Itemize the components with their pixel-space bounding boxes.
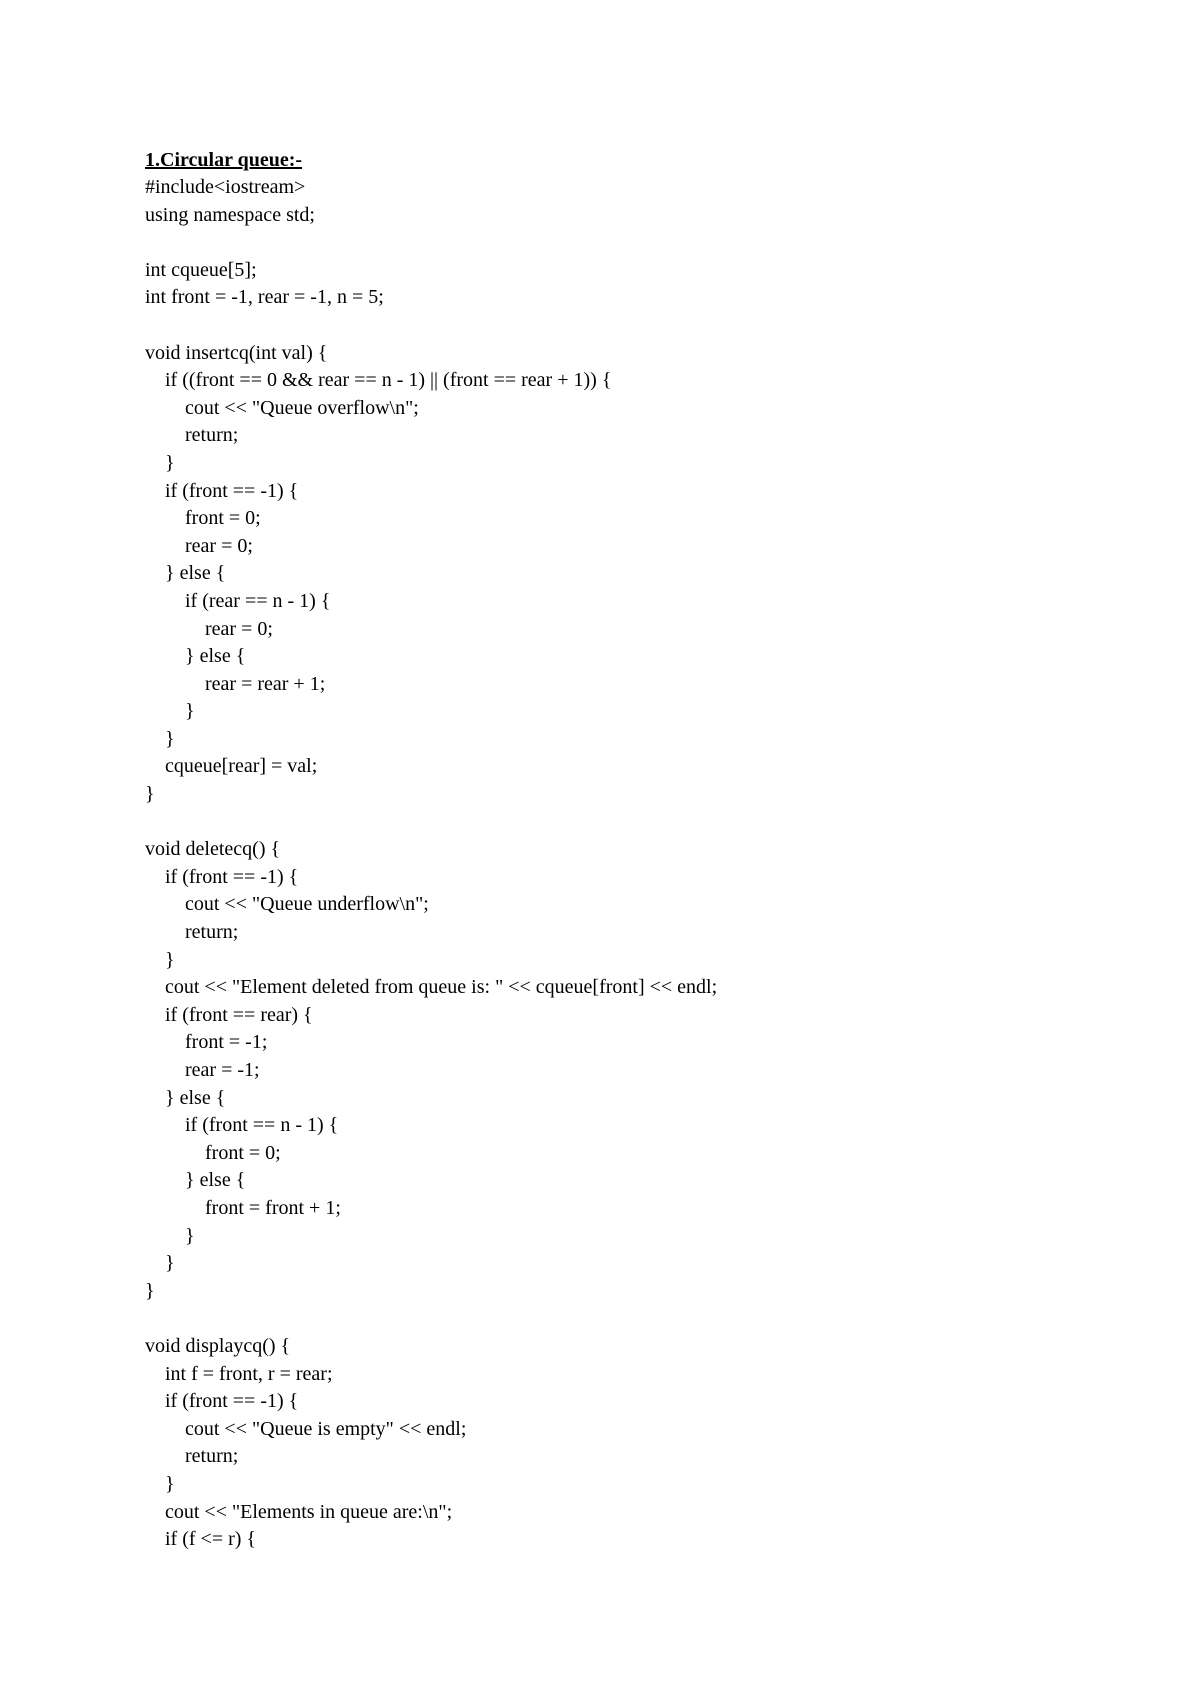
- code-line: front = -1;: [145, 1031, 268, 1054]
- code-line: if (front == -1) {: [145, 479, 299, 502]
- code-line: front = 0;: [145, 507, 261, 530]
- code-line: [145, 229, 1145, 257]
- code-line: }: [145, 948, 175, 971]
- code-line: }: [145, 1252, 175, 1275]
- code-line: rear = 0;: [145, 534, 253, 557]
- code-line: void deletecq() {: [145, 838, 281, 861]
- code-line: if ((front == 0 && rear == n - 1) || (front == rear + 1)) {: [145, 369, 612, 392]
- code-line: cqueue[rear] = val;: [145, 755, 318, 778]
- code-line: } else {: [145, 1086, 226, 1109]
- code-line: int cqueue[5];: [145, 258, 257, 281]
- code-line: }: [145, 1279, 155, 1302]
- code-line: [145, 809, 1145, 837]
- code-line: void displaycq() {: [145, 1334, 291, 1357]
- code-line: rear = rear + 1;: [145, 672, 326, 695]
- code-line: int front = -1, rear = -1, n = 5;: [145, 286, 384, 309]
- code-line: }: [145, 1472, 175, 1495]
- code-line: if (front == -1) {: [145, 1390, 299, 1413]
- code-line: }: [145, 783, 155, 806]
- code-line: return;: [145, 1445, 239, 1468]
- code-line: cout << "Queue is empty" << endl;: [145, 1417, 467, 1440]
- code-line: return;: [145, 921, 239, 944]
- code-line: cout << "Elements in queue are:\n";: [145, 1500, 453, 1523]
- code-line: }: [145, 451, 175, 474]
- code-line: cout << "Element deleted from queue is: " << cqueue[front] << endl;: [145, 976, 718, 999]
- code-line: cout << "Queue underflow\n";: [145, 893, 429, 916]
- code-line: if (front == -1) {: [145, 865, 299, 888]
- code-line: }: [145, 700, 195, 723]
- code-line: } else {: [145, 1169, 246, 1192]
- code-line: if (front == n - 1) {: [145, 1114, 339, 1137]
- code-line: if (rear == n - 1) {: [145, 589, 331, 612]
- code-block: [145, 174, 1145, 1554]
- code-line: cout << "Queue overflow\n";: [145, 396, 419, 419]
- code-line: [145, 1305, 1145, 1333]
- code-line: front = front + 1;: [145, 1196, 341, 1219]
- code-line: rear = -1;: [145, 1059, 260, 1081]
- code-line: if (front == rear) {: [145, 1003, 313, 1026]
- code-line: [145, 312, 1145, 340]
- code-line: } else {: [145, 562, 226, 585]
- code-line: front = 0;: [145, 1141, 281, 1164]
- code-line: int f = front, r = rear;: [145, 1362, 333, 1385]
- section-heading: 1.Circular queue:-: [145, 149, 303, 171]
- code-line: return;: [145, 424, 239, 447]
- code-line: } else {: [145, 645, 246, 668]
- code-line: }: [145, 727, 175, 750]
- code-line: rear = 0;: [145, 617, 273, 640]
- code-line: void insertcq(int val) {: [145, 341, 328, 364]
- code-line: #include<iostream>: [145, 176, 306, 198]
- code-line: if (f <= r) {: [145, 1528, 257, 1551]
- code-line: using namespace std;: [145, 203, 315, 226]
- code-line: }: [145, 1224, 195, 1247]
